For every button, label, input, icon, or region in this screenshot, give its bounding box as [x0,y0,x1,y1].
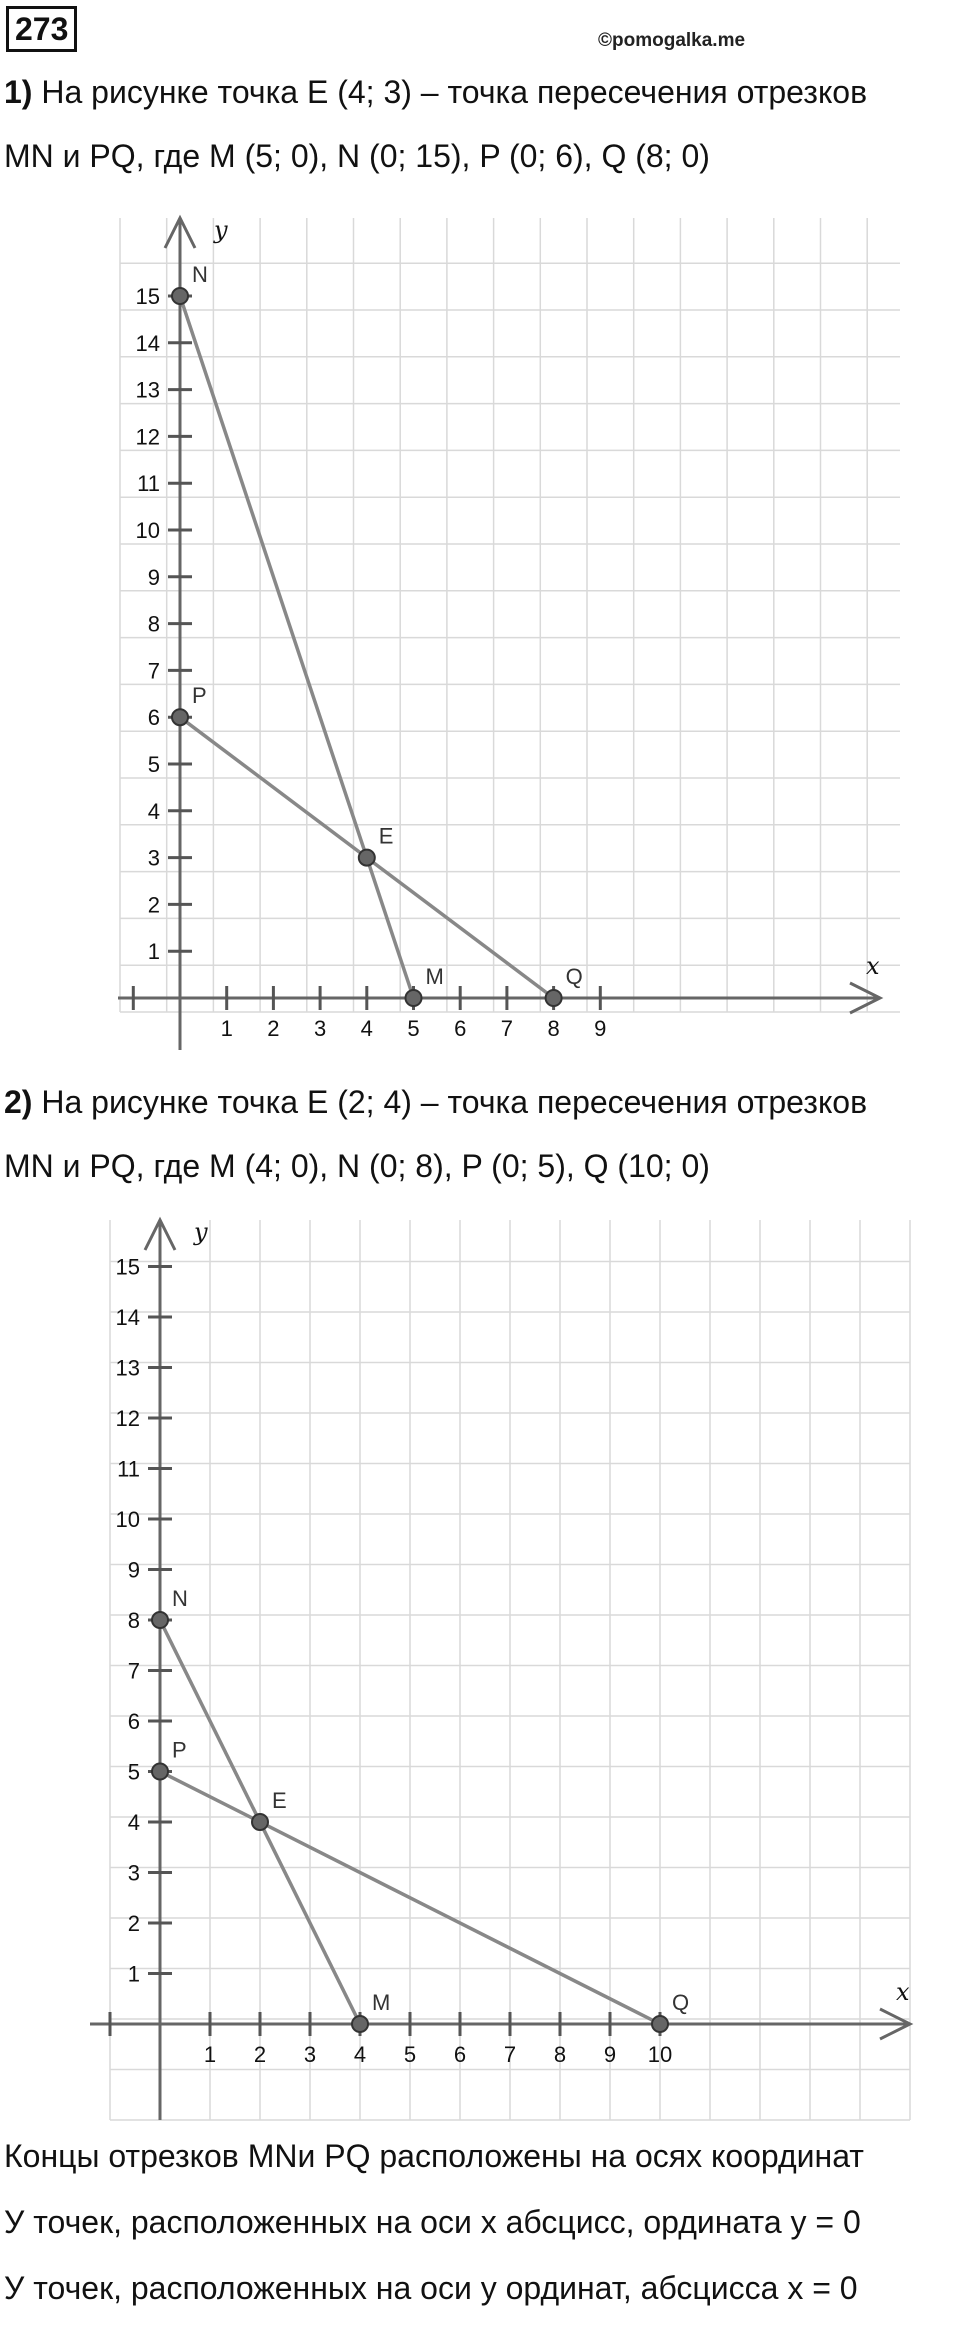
x-tick-label: 3 [313,1016,327,1041]
x-tick-label: 2 [267,1016,280,1041]
y-tick-label: 10 [115,1507,140,1532]
x-tick-label: 2 [253,2042,267,2067]
point-n [152,1612,168,1628]
y-axis-label: y [214,216,228,244]
point-q [652,2016,668,2032]
watermark: ©pomogalka.me [598,30,746,51]
y-tick-label: 5 [147,752,160,777]
y-tick-label: 3 [147,845,160,871]
x-tick-label: 1 [220,1016,233,1041]
point-label-p: P [172,1737,187,1763]
x-tick-label: 8 [553,2042,567,2067]
y-tick-label: 3 [127,1860,140,1886]
y-tick-label: 13 [115,1355,140,1381]
x-tick-label: 1 [203,2042,217,2067]
y-tick-label: 9 [127,1557,140,1583]
part1-line2: MN и PQ, где M (5; 0), N (0; 15), P (0; 6), Q (8; 0) [4,138,710,174]
y-tick-label: 13 [135,377,160,403]
part2-line2: MN и PQ, где M (4; 0), N (0; 8), P (0; 5), Q (10; 0) [4,1148,710,1184]
point-label-q: Q [672,1990,690,2015]
y-tick-label: 9 [147,564,160,590]
x-axis-label: x [866,952,880,980]
y-tick-label: 12 [115,1406,140,1431]
x-tick-label: 4 [360,1016,373,1041]
x-tick-label: 3 [303,2042,317,2067]
x-tick-label: 5 [403,2042,417,2067]
point-label-m: M [425,964,444,989]
footer-line3: У точек, расположенных на оси y ординат, абсцисса x = 0 [4,2270,858,2306]
x-tick-label: 5 [407,1016,420,1041]
y-tick-label: 11 [137,471,160,497]
x-axis-label: x [896,1978,910,2006]
y-tick-label: 8 [147,611,160,637]
segment-mn [180,296,414,998]
y-tick-label: 6 [147,705,160,731]
y-tick-label: 14 [135,330,160,356]
x-tick-label: 8 [547,1016,560,1041]
x-tick-label: 6 [453,2042,467,2067]
y-tick-label: 15 [135,284,160,309]
part2-line1 [4,1082,867,1122]
point-label-p: P [192,683,207,709]
x-tick-label: 7 [500,1016,514,1041]
point-label-n: N [172,1586,188,1611]
y-tick-label: 10 [135,518,160,543]
part1-text1: На рисунке точка E (4; 3) – точка пересечения отрезков [41,74,868,110]
y-tick-label: 15 [115,1254,140,1280]
y-tick-label: 5 [127,1759,140,1785]
graph-2 [0,1200,960,2140]
grid [120,218,900,1012]
point-q [546,990,562,1006]
part1-number: 1) [4,74,33,110]
problem-number: 273 [6,6,77,52]
point-m [352,2016,368,2032]
point-n [172,288,188,304]
y-tick-label: 7 [147,658,160,684]
point-e [252,1814,268,1830]
y-tick-label: 6 [127,1709,140,1734]
footer-line1: Концы отрезков MNи PQ расположены на осях координат [4,2138,864,2174]
point-label-q: Q [565,964,583,989]
x-tick-label: 9 [594,1016,607,1041]
y-tick-label: 1 [147,939,160,965]
part2-text1: На рисунке точка E (2; 4) – точка пересечения отрезков [41,1084,868,1120]
point-label-n: N [192,262,208,287]
y-tick-label: 2 [147,892,160,918]
y-axis-label: y [194,1218,208,1246]
part2-number: 2) [4,1084,33,1120]
y-tick-label: 7 [127,1658,140,1684]
point-m [406,990,422,1006]
x-tick-label: 7 [503,2042,517,2067]
y-tick-label: 8 [127,1608,140,1633]
y-tick-label: 4 [147,798,160,824]
part1-line1 [4,72,867,112]
x-tick-label: 4 [353,2042,367,2067]
y-tick-label: 12 [135,424,160,450]
x-tick-label: 10 [647,2042,673,2067]
y-tick-label: 14 [115,1305,140,1330]
x-tick-label: 9 [603,2042,617,2067]
y-tick-label: 2 [127,1911,140,1936]
y-tick-label: 1 [127,1961,140,1987]
point-e [359,850,375,866]
x-tick-label: 6 [454,1016,467,1041]
point-p [152,1764,168,1780]
point-label-e: E [378,823,394,849]
y-tick-label: 4 [127,1810,140,1835]
graph-1 [0,200,960,1080]
footer-line2: У точек, расположенных на оси x абсцисс, ордината y = 0 [4,2204,861,2240]
y-tick-label: 11 [117,1456,140,1482]
point-label-e: E [272,1788,287,1813]
grid [110,1220,910,2120]
point-label-m: M [372,1990,391,2015]
point-p [172,709,188,725]
